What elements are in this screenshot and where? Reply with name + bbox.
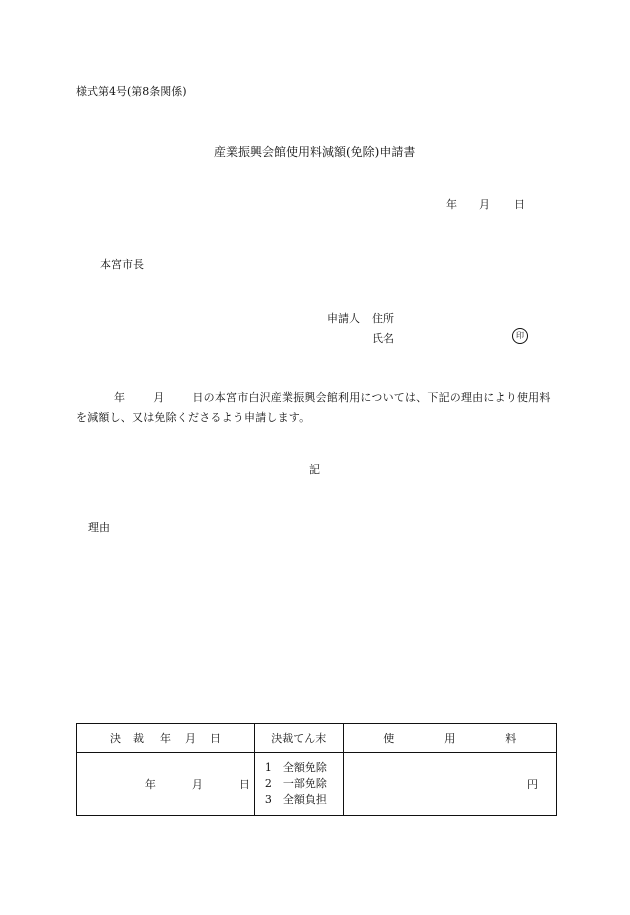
option-partial-exemption: 2 一部免除 xyxy=(264,777,327,790)
date-month-label: 月 xyxy=(479,198,490,211)
reason-label: 理由 xyxy=(88,521,110,534)
header-char: 月 xyxy=(184,731,196,745)
header-fee xyxy=(343,724,556,753)
cell-month-label: 月 xyxy=(191,777,203,791)
currency-label: 円 xyxy=(527,777,538,791)
body-month-label: 月 xyxy=(153,391,165,404)
fee-cell xyxy=(343,753,556,816)
address-label: 住所 xyxy=(372,312,394,325)
cell-day-label: 日 xyxy=(238,777,250,791)
header-char: 使 xyxy=(383,731,395,745)
header-decision-result: 決裁てん末 xyxy=(254,724,343,753)
option-full-payment: 3 全額負担 xyxy=(264,793,327,806)
approval-table xyxy=(76,723,557,816)
ki-heading: 記 xyxy=(309,463,320,476)
header-char: 年 xyxy=(159,731,171,745)
table-header-row xyxy=(77,724,557,753)
applicant-label: 申請人 xyxy=(327,312,360,325)
application-body xyxy=(76,388,560,428)
cell-year-label: 年 xyxy=(144,777,156,791)
decision-result-cell xyxy=(254,753,343,816)
document-title: 産業振興会館使用料減額(免除)申請書 xyxy=(214,145,416,159)
decision-date-cell xyxy=(77,753,255,816)
table-body-row xyxy=(77,753,557,816)
header-char: 日 xyxy=(209,731,221,745)
body-year-label: 年 xyxy=(114,391,126,404)
addressee: 本宮市長 xyxy=(100,258,144,271)
date-year-label: 年 xyxy=(446,198,457,211)
header-char: 用 xyxy=(444,731,456,745)
seal-mark: 印 xyxy=(512,328,528,344)
option-full-exemption: 1 全額免除 xyxy=(264,761,327,774)
header-char: 裁 xyxy=(132,731,144,745)
body-text: 日の本宮市白沢産業振興会館利用については、下記の理由により使用料を減額し、又は免除くださるよう申請します。 xyxy=(76,391,551,424)
form-number: 様式第4号(第8条関係) xyxy=(76,85,187,98)
application-date xyxy=(446,199,525,210)
date-day-label: 日 xyxy=(514,198,525,211)
header-char: 決 xyxy=(109,731,121,745)
header-char: 料 xyxy=(505,731,517,745)
header-decision-date xyxy=(77,724,255,753)
name-label: 氏名 xyxy=(372,332,394,345)
